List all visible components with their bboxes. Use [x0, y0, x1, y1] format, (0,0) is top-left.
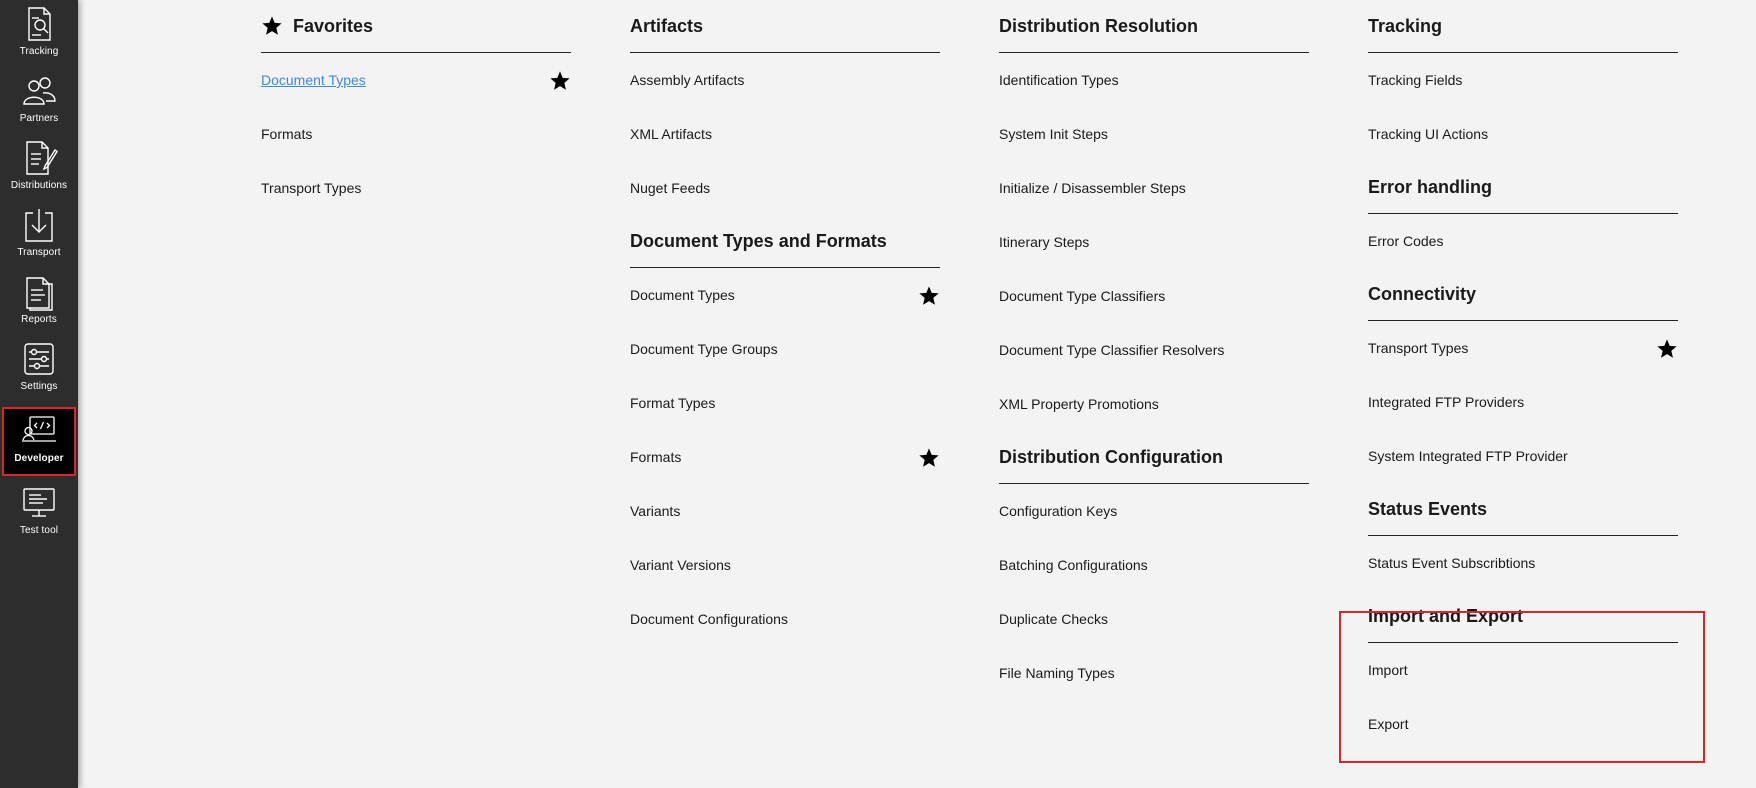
link-format-types[interactable]: Format Types	[630, 395, 716, 411]
link-import[interactable]: Import	[1368, 662, 1408, 678]
reports-document-icon	[19, 272, 59, 312]
link-xml-artifacts[interactable]: XML Artifacts	[630, 126, 712, 142]
link-export[interactable]: Export	[1368, 716, 1409, 732]
section-title-connectivity: Connectivity	[1368, 268, 1678, 321]
sidebar-item-label: Test tool	[19, 525, 59, 536]
link-tracking-ui-actions[interactable]: Tracking UI Actions	[1368, 126, 1489, 142]
section-title-favorites: Favorites	[261, 0, 571, 53]
section-title-import-and-export: Import and Export	[1368, 590, 1678, 643]
sidebar-item-label: Developer	[14, 453, 64, 464]
sidebar-item-reports[interactable]	[0, 268, 78, 335]
sidebar-item-label: Transport	[17, 247, 61, 258]
favorite-item-transport-types[interactable]: Transport Types	[261, 180, 362, 196]
sidebar-item-developer[interactable]	[2, 407, 76, 476]
sidebar-item-label: Distributions	[10, 180, 68, 191]
link-batching-configurations[interactable]: Batching Configurations	[999, 557, 1148, 573]
transport-download-icon	[19, 205, 59, 245]
section-title-distribution-resolution: Distribution Resolution	[999, 0, 1309, 53]
sidebar-item-label: Partners	[19, 113, 59, 124]
link-document-types[interactable]: Document Types	[630, 268, 940, 322]
link-xml-property-promotions[interactable]: XML Property Promotions	[999, 396, 1159, 412]
star-icon[interactable]	[918, 285, 940, 307]
link-document-configurations[interactable]: Document Configurations	[630, 611, 788, 627]
link-document-type-groups[interactable]: Document Type Groups	[630, 341, 778, 357]
star-icon[interactable]	[549, 70, 571, 92]
link-status-event-subscriptions[interactable]: Status Event Subscribtions	[1368, 555, 1536, 571]
link-variants[interactable]: Variants	[630, 503, 681, 519]
tracking-document-search-icon	[19, 4, 59, 44]
favorite-item-document-types[interactable]: Document Types	[261, 53, 571, 107]
section-title-status-events: Status Events	[1368, 483, 1678, 536]
section-title-error-handling: Error handling	[1368, 161, 1678, 214]
sidebar-item-settings[interactable]	[0, 335, 78, 402]
link-integrated-ftp-providers[interactable]: Integrated FTP Providers	[1368, 394, 1525, 410]
partners-people-icon	[19, 71, 59, 111]
sidebar-item-label: Tracking	[19, 46, 59, 57]
link-initialize-disassembler-steps[interactable]: Initialize / Disassembler Steps	[999, 180, 1186, 196]
sidebar-item-transport[interactable]	[0, 201, 78, 268]
link-duplicate-checks[interactable]: Duplicate Checks	[999, 611, 1108, 627]
link-configuration-keys[interactable]: Configuration Keys	[999, 503, 1118, 519]
link-tracking-fields[interactable]: Tracking Fields	[1368, 72, 1463, 88]
sidebar-item-tracking[interactable]	[0, 0, 78, 67]
link-system-init-steps[interactable]: System Init Steps	[999, 126, 1108, 142]
link-document-type-classifier-resolvers[interactable]: Document Type Classifier Resolvers	[999, 342, 1225, 358]
sidebar-item-label: Reports	[21, 314, 57, 325]
favorites-column	[261, 0, 571, 215]
star-icon[interactable]	[1656, 338, 1678, 360]
link-variant-versions[interactable]: Variant Versions	[630, 557, 731, 573]
section-title-artifacts: Artifacts	[630, 0, 940, 53]
link-system-integrated-ftp-provider[interactable]: System Integrated FTP Provider	[1368, 448, 1568, 464]
link-document-type-classifiers[interactable]: Document Type Classifiers	[999, 288, 1166, 304]
section-title-document-types-and-formats: Document Types and Formats	[630, 215, 940, 268]
favorite-item-formats[interactable]: Formats	[261, 126, 313, 142]
star-icon	[261, 15, 283, 37]
distributions-document-edit-icon	[19, 138, 59, 178]
link-assembly-artifacts[interactable]: Assembly Artifacts	[630, 72, 745, 88]
sidebar-item-distributions[interactable]	[0, 134, 78, 201]
link-transport-types[interactable]: Transport Types	[1368, 321, 1678, 375]
section-title-distribution-configuration: Distribution Configuration	[999, 431, 1309, 484]
link-nuget-feeds[interactable]: Nuget Feeds	[630, 180, 711, 196]
sidebar-item-test-tool[interactable]	[0, 479, 78, 546]
developer-monitor-code-icon	[19, 411, 59, 451]
test-tool-monitor-icon	[19, 483, 59, 523]
sidebar-item-label: Settings	[20, 381, 58, 392]
sidebar	[0, 0, 78, 788]
link-file-naming-types[interactable]: File Naming Types	[999, 665, 1115, 681]
star-icon[interactable]	[918, 447, 940, 469]
distribution-column	[999, 0, 1309, 700]
sidebar-item-partners[interactable]	[0, 67, 78, 134]
link-formats[interactable]: Formats	[630, 430, 940, 484]
import-export-highlight	[1339, 611, 1705, 763]
link-identification-types[interactable]: Identification Types	[999, 72, 1119, 88]
link-error-codes[interactable]: Error Codes	[1368, 233, 1444, 249]
section-title-tracking: Tracking	[1368, 0, 1678, 53]
artifacts-column	[630, 0, 940, 646]
link-itinerary-steps[interactable]: Itinerary Steps	[999, 234, 1090, 250]
settings-sliders-icon	[19, 339, 59, 379]
